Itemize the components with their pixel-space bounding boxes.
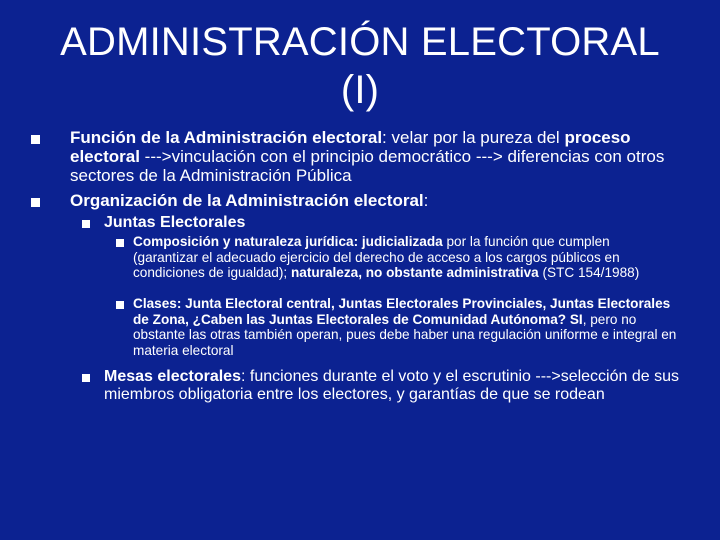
sub-item-juntas-bold: Juntas Electorales [104, 214, 246, 231]
square-bullet-icon [31, 198, 40, 207]
subsub-item-clases-text: , pero no obstante las otras también operan, pues debe haber una regulación uniforme e integral en materia electoral [133, 311, 677, 358]
bullet-item-1-bold: Función de la Administración electoral [70, 128, 383, 147]
subsub-item-clases-bold: Clases: Junta Electoral central, Juntas Electorales Provinciales, Juntas Electorales de Zona, ¿Caben las Juntas Electorales de Comunidad Autónoma? SI [133, 296, 671, 327]
subsub-item-composicion-bold-2: naturaleza, no obstante administrativa [290, 265, 539, 280]
bullet-item-2-bold: Organización de la Administración electoral [70, 191, 424, 210]
subsub-item-composicion [133, 234, 673, 281]
square-bullet-icon [82, 220, 90, 228]
bullet-item-1 [70, 128, 700, 185]
sub-item-mesas-text: : funciones durante el voto y el escrutinio --->selección de sus miembros obligatoria entre los electores, y garantías de que se rodean [104, 368, 679, 403]
subsub-item-composicion-text-2: (STC 154/1988) [538, 265, 640, 280]
square-bullet-icon [82, 374, 90, 382]
square-bullet-icon [116, 239, 124, 247]
sub-item-mesas-bold: Mesas electorales [104, 368, 241, 385]
subsub-item-clases [133, 296, 683, 358]
sub-item-juntas [104, 214, 694, 232]
square-bullet-icon [31, 135, 40, 144]
bullet-item-1-text: : velar por la pureza del [382, 128, 565, 147]
bullet-item-2 [70, 191, 700, 210]
slide-title: ADMINISTRACIÓN ELECTORAL (I) [60, 20, 660, 112]
subsub-item-composicion-bold: Composición y naturaleza jurídica: judicializada [133, 234, 443, 249]
bullet-item-1-text-2: --->vinculación con el principio democrático ---> diferencias con otros sectores de la Administración Pública [70, 147, 665, 185]
sub-item-mesas [104, 368, 694, 404]
square-bullet-icon [116, 301, 124, 309]
bullet-item-1-bold-2: proceso electoral [70, 128, 631, 166]
subsub-item-composicion-text: por la función que cumplen (garantizar el adecuado ejercicio del derecho de acceso a los cargos públicos en condiciones de igualdad); [133, 234, 620, 280]
bullet-item-2-text: : [423, 191, 429, 210]
